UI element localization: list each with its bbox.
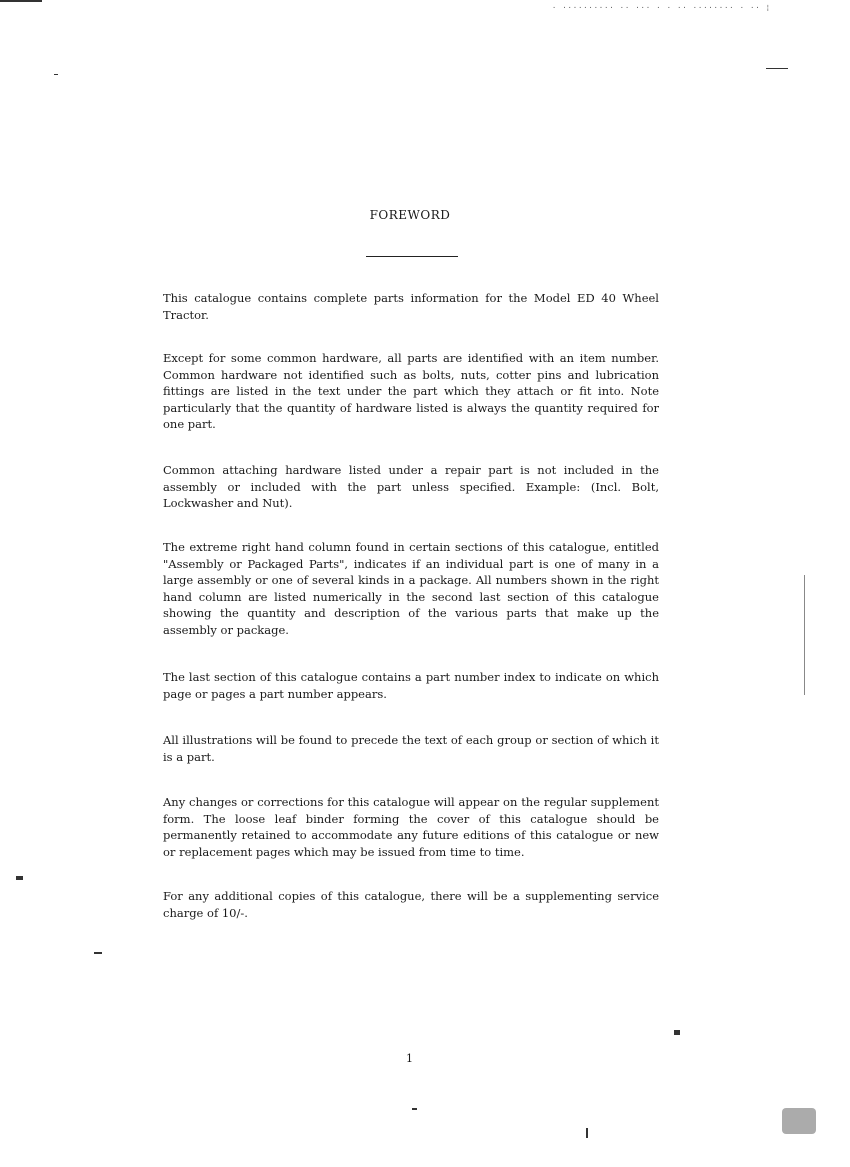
page-number: 1	[406, 1052, 413, 1065]
paragraph-right-hand-column: The extreme right hand column found in certain sections of this catalogue, entitled "Assembly or Packaged Parts", indicates if an individual part is one of many in a large assembly or one of several kinds in a package. All numbers shown in the right hand column are listed numerically in the second last section of this catalogue showing the quantity and description of the various parts that make up the assembly or package.	[163, 540, 659, 637]
scan-mark-top-left	[0, 0, 42, 2]
scan-dot-2	[16, 876, 23, 880]
paragraph-intro: This catalogue contains complete parts information for the Model ED 40 Wheel Tractor.	[163, 291, 659, 322]
paragraph-illustrations: All illustrations will be found to precede the text of each group or section of which it is a part.	[163, 733, 659, 764]
scan-dash-right	[766, 68, 788, 69]
scan-dot-6	[586, 1128, 588, 1138]
scan-noise-top-right: · ·········· ·· ··· · · ·· ········ · ·· ¦	[552, 4, 772, 12]
scan-edge-right	[804, 575, 805, 695]
paragraph-part-number-index: The last section of this catalogue contains a part number index to indicate on which page or pages a part number appears.	[163, 670, 659, 701]
scan-dot-1	[54, 74, 58, 75]
scan-dot-4	[674, 1030, 680, 1035]
scan-blotch-bottom-right	[782, 1108, 816, 1134]
paragraph-changes-corrections: Any changes or corrections for this catalogue will appear on the regular supplement form. The loose leaf binder forming the cover of this catalogue should be permanently retained to accommodate any future editions of this catalogue or new or replacement pages which may be issued from time to time.	[163, 795, 659, 859]
paragraph-attaching-hardware: Common attaching hardware listed under a repair part is not included in the assembly or included with the part unless specified. Example: (Incl. Bolt, Lockwasher and Nut).	[163, 463, 659, 510]
paragraph-additional-copies: For any additional copies of this catalogue, there will be a supplementing service charge of 10/-.	[163, 889, 659, 920]
scan-dot-3	[94, 952, 102, 954]
title-underline	[366, 256, 458, 257]
paragraph-common-hardware: Except for some common hardware, all parts are identified with an item number. Common hardware not identified such as bolts, nuts, cotter pins and lubrication fittings are listed in the text under the part which they attach or fit into. Note particularly that the quantity of hardware listed is always the quantity required for one part.	[163, 351, 659, 431]
scan-dot-5	[412, 1108, 417, 1110]
page-title: FOREWORD	[369, 208, 451, 222]
